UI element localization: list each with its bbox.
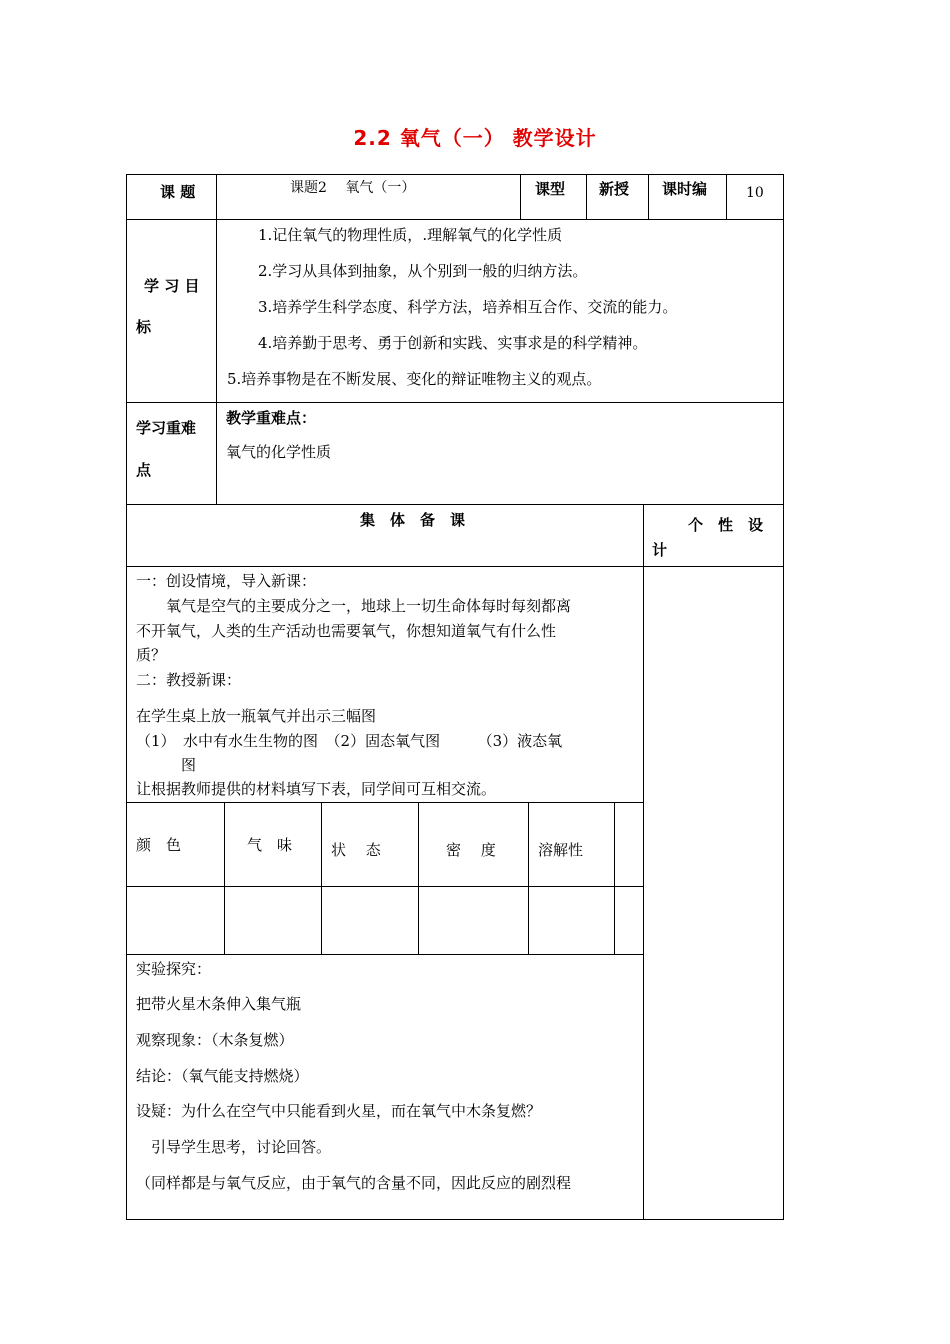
objective-item: 2.学习从具体到抽象，从个别到一般的归纳方法。 (258, 262, 588, 280)
row-divider (126, 402, 784, 403)
lesson-hours-value: 10 (746, 185, 764, 201)
table-border-bottom (126, 1219, 784, 1220)
page-title: 2.2 氧气（一） 教学设计 (353, 126, 597, 150)
header-divider (586, 174, 587, 219)
table-border-right (783, 174, 784, 1220)
row-divider (126, 566, 784, 567)
experiment-line: 观察现象：（木条复燃） (136, 1031, 294, 1049)
table-border-top (126, 174, 784, 175)
body-line: 不开氧气，人类的生产活动也需要氧气，你想知道氧气有什么性 (136, 622, 557, 640)
body-line: 图 (136, 756, 197, 774)
experiment-line: 把带火星木条伸入集气瓶 (136, 995, 302, 1013)
label-column-divider (216, 174, 217, 504)
experiment-line: 实验探究： (136, 960, 212, 978)
table-border-left (126, 174, 127, 1220)
body-line: 氧气是空气的主要成分之一，地球上一切生命体每时每刻都离 (136, 597, 572, 615)
experiment-line: 设疑：为什么在空气中只能看到火星，而在氧气中木条复燃？ (136, 1102, 542, 1120)
inner-table-bottom (126, 954, 643, 955)
row-divider (126, 219, 784, 220)
body-line: 一：创设情境，导入新课： (136, 572, 317, 590)
lesson-type-value: 新授 (599, 180, 630, 198)
inner-table-header: 气 味 (247, 836, 293, 854)
inner-table-header: 密 度 (446, 841, 496, 859)
inner-table-col (224, 802, 225, 955)
topic-value: 课题2 氧气（一） (290, 180, 416, 196)
experiment-line: 引导学生思考，讨论回答。 (136, 1138, 332, 1156)
inner-table-header: 颜 色 (136, 836, 182, 854)
experiment-line: 结论：（氧气能支持燃烧） (136, 1067, 309, 1085)
topic-label: 课 题 (160, 183, 196, 201)
objectives-label-cont: 标 (136, 318, 152, 336)
body-line: 在学生桌上放一瓶氧气并出示三幅图 (136, 707, 377, 725)
lesson-hours-label: 课时编 (662, 180, 708, 198)
body-line: 质？ (136, 646, 167, 664)
objective-item: 5.培养事物是在不断发展、变化的辩证唯物主义的观点。 (227, 370, 602, 388)
personal-column-divider (643, 504, 644, 1220)
personal-heading: 个 性 设 (688, 516, 764, 534)
inner-table-row (126, 886, 643, 887)
objective-item: 4.培养勤于思考、勇于创新和实践、实事求是的科学精神。 (258, 334, 648, 352)
inner-table-col (528, 802, 529, 955)
experiment-line: （同样都是与氧气反应，由于氧气的含量不同，因此反应的剧烈程 (136, 1174, 572, 1192)
keypoints-label: 学习重难 (136, 419, 197, 437)
header-divider (648, 174, 649, 219)
personal-heading-cont: 计 (652, 541, 668, 559)
objectives-label: 学 习 目 (144, 277, 200, 295)
row-divider (126, 504, 784, 505)
body-line: （1） 水中有水生生物的图 （2）固态氧气图 （3）液态氧 (136, 732, 563, 750)
inner-table-col (614, 802, 615, 955)
inner-table-header: 状 态 (331, 841, 381, 859)
keypoints-heading: 教学重难点： (226, 409, 317, 427)
inner-table-top (126, 802, 643, 803)
inner-table-col (418, 802, 419, 955)
lesson-type-label: 课型 (535, 180, 566, 198)
header-divider (726, 174, 727, 219)
header-divider (520, 174, 521, 219)
inner-table-header: 溶解性 (538, 841, 584, 859)
keypoints-content: 氧气的化学性质 (226, 443, 332, 461)
body-line: 让根据教师提供的材料填写下表，同学间可互相交流。 (136, 780, 497, 798)
objective-item: 1.记住氧气的物理性质，.理解氧气的化学性质 (258, 226, 563, 244)
inner-table-col (321, 802, 322, 955)
body-line: 二：教授新课： (136, 671, 242, 689)
collective-heading: 集 体 备 课 (360, 511, 466, 529)
keypoints-label-cont: 点 (136, 461, 152, 479)
objective-item: 3.培养学生科学态度、科学方法，培养相互合作、交流的能力。 (258, 298, 678, 316)
